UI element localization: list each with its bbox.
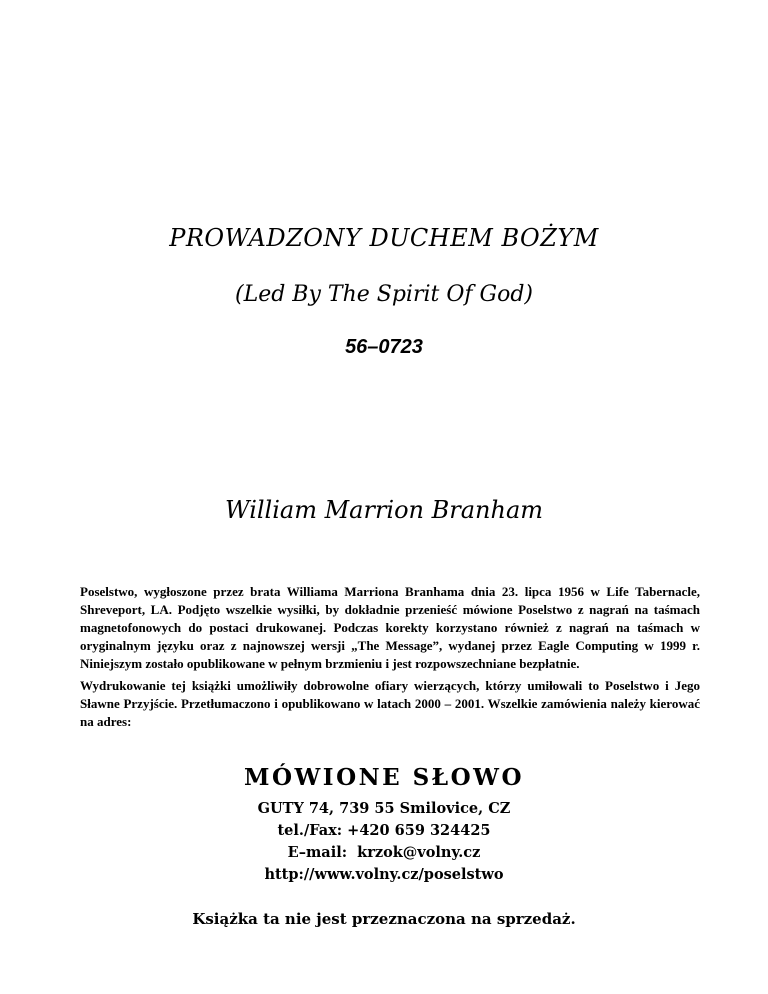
- author-name: William Marrion Branham: [224, 496, 544, 524]
- document-title: PROWADZONY DUCHEM BOŻYM: [169, 224, 599, 252]
- publisher-name: MÓWIONE SŁOWO: [243, 764, 525, 791]
- website-line: http://www.volny.cz/poselstwo: [264, 866, 504, 883]
- not-for-sale-notice: Książka ta nie jest przeznaczona na sprzedaż.: [192, 910, 576, 928]
- phone-line: tel./Fax: +420 659 324425: [277, 822, 491, 839]
- intro-paragraph: Poselstwo, wygłoszone przez brata Williama Marriona Branhama dnia 23. lipca 1956 w Life Tabernacle, Shreveport, LA. Podjęto wszelkie wysiłki, by dokładnie przenieść mówione Poselstwo z nagrań na taśmach magnetofonowych do postaci drukowanej. Podczas korekty korzystano również z nagrań na taśmach w oryginalnym języku oraz z najnowszej wersji „The Message”, wydanej przez Eagle Computing w 1999 r. Niniejszym zostało opublikowane w pełnym brzmieniu i jest rozpowszechniane bezpłatnie.: [80, 584, 700, 671]
- email-line: E–mail: krzok@volny.cz: [287, 844, 481, 861]
- document-subtitle: (Led By The Spirit Of God): [235, 282, 533, 307]
- address-line: GUTY 74, 739 55 Smilovice, CZ: [257, 800, 511, 817]
- intro-text: [80, 583, 700, 735]
- sermon-code: 56–0723: [345, 336, 423, 358]
- intro-paragraph: Wydrukowanie tej książki umożliwiły dobrowolne ofiary wierzących, którzy umiłowali to Poselstwo i Jego Sławne Przyjście. Przetłumaczono i opublikowano w latach 2000 – 2001. Wszelkie zamówienia należy kierować na adres:: [80, 678, 700, 729]
- publisher-address: [0, 798, 768, 886]
